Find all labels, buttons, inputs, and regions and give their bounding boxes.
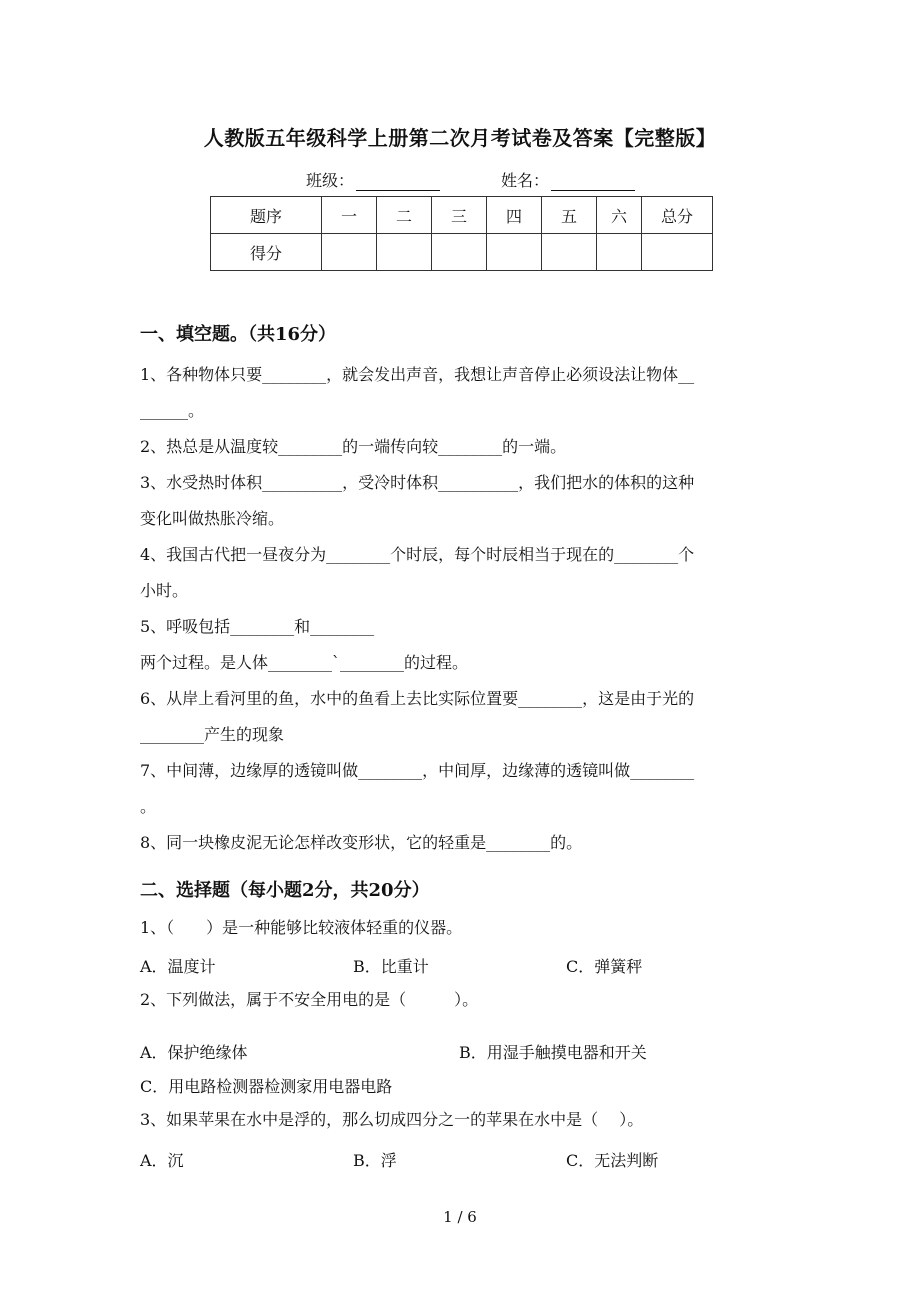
question-line: 两个过程。是人体________`________的过程。 bbox=[140, 653, 469, 672]
score-cell bbox=[642, 234, 713, 271]
question-line: 4、我国古代把一昼夜分为________个时辰，每个时辰相当于现在的________个 bbox=[140, 545, 695, 564]
score-table-score-row bbox=[211, 234, 713, 271]
class-label: 班级： bbox=[306, 171, 355, 190]
table-header-cell: 题序 bbox=[211, 197, 322, 234]
question-stem: 1、（ ）是一种能够比较液体轻重的仪器。 bbox=[140, 918, 463, 937]
name-blank bbox=[551, 172, 635, 191]
table-header-cell: 三 bbox=[432, 197, 487, 234]
question-line: 1、各种物体只要________，就会发出声音，我想让声音停止必须设法让物体__ bbox=[140, 365, 695, 384]
table-header-cell: 四 bbox=[487, 197, 542, 234]
option-c: C．用电路检测器检测家用电器电路 bbox=[140, 1077, 393, 1096]
page-number: 1 / 6 bbox=[443, 1208, 477, 1226]
score-cell bbox=[597, 234, 642, 271]
score-table bbox=[210, 196, 713, 271]
score-row-label: 得分 bbox=[211, 234, 322, 271]
option-b: B．浮 bbox=[353, 1151, 397, 1170]
score-table-header-row bbox=[211, 197, 713, 234]
question-line: 小时。 bbox=[140, 581, 189, 600]
question-line: ______。 bbox=[140, 401, 205, 420]
question-stem: 2、下列做法，属于不安全用电的是（ ）。 bbox=[140, 990, 479, 1009]
score-cell bbox=[542, 234, 597, 271]
option-b: B．比重计 bbox=[353, 957, 429, 976]
name-field bbox=[501, 168, 635, 191]
option-b: B．用湿手触摸电器和开关 bbox=[459, 1043, 647, 1062]
table-header-cell: 总分 bbox=[642, 197, 713, 234]
score-cell bbox=[377, 234, 432, 271]
question-line: 3、水受热时体积__________，受冷时体积__________，我们把水的体积的这种 bbox=[140, 473, 695, 492]
class-blank bbox=[356, 172, 440, 191]
score-cell bbox=[322, 234, 377, 271]
section2-heading: 二、选择题（每小题2分，共20分） bbox=[140, 880, 430, 901]
table-header-cell: 二 bbox=[377, 197, 432, 234]
question-line: 。 bbox=[140, 797, 157, 816]
question-line: 变化叫做热胀冷缩。 bbox=[140, 509, 285, 528]
score-cell bbox=[487, 234, 542, 271]
table-header-cell: 五 bbox=[542, 197, 597, 234]
question-line: 6、从岸上看河里的鱼，水中的鱼看上去比实际位置要________，这是由于光的 bbox=[140, 689, 695, 708]
option-a: A．温度计 bbox=[140, 957, 216, 976]
question-line: 8、同一块橡皮泥无论怎样改变形状，它的轻重是________的。 bbox=[140, 833, 583, 852]
option-a: A．沉 bbox=[140, 1151, 184, 1170]
question-line: ________产生的现象 bbox=[140, 725, 285, 744]
name-label: 姓名： bbox=[501, 171, 550, 190]
question-line: 5、呼吸包括________和________ bbox=[140, 617, 375, 636]
table-header-cell: 一 bbox=[322, 197, 377, 234]
score-cell bbox=[432, 234, 487, 271]
option-c: C．无法判断 bbox=[566, 1151, 659, 1170]
option-c: C．弹簧秤 bbox=[566, 957, 643, 976]
table-header-cell: 六 bbox=[597, 197, 642, 234]
section1-heading: 一、填空题。（共16分） bbox=[140, 324, 337, 345]
question-line: 2、热总是从温度较________的一端传向较________的一端。 bbox=[140, 437, 567, 456]
page-title: 人教版五年级科学上册第二次月考试卷及答案【完整版】 bbox=[203, 126, 717, 150]
question-stem: 3、如果苹果在水中是浮的，那么切成四分之一的苹果在水中是（ ）。 bbox=[140, 1110, 644, 1129]
question-line: 7、中间薄，边缘厚的透镜叫做________，中间厚，边缘薄的透镜叫做________ bbox=[140, 761, 695, 780]
option-a: A．保护绝缘体 bbox=[140, 1043, 248, 1062]
class-field bbox=[306, 168, 440, 191]
